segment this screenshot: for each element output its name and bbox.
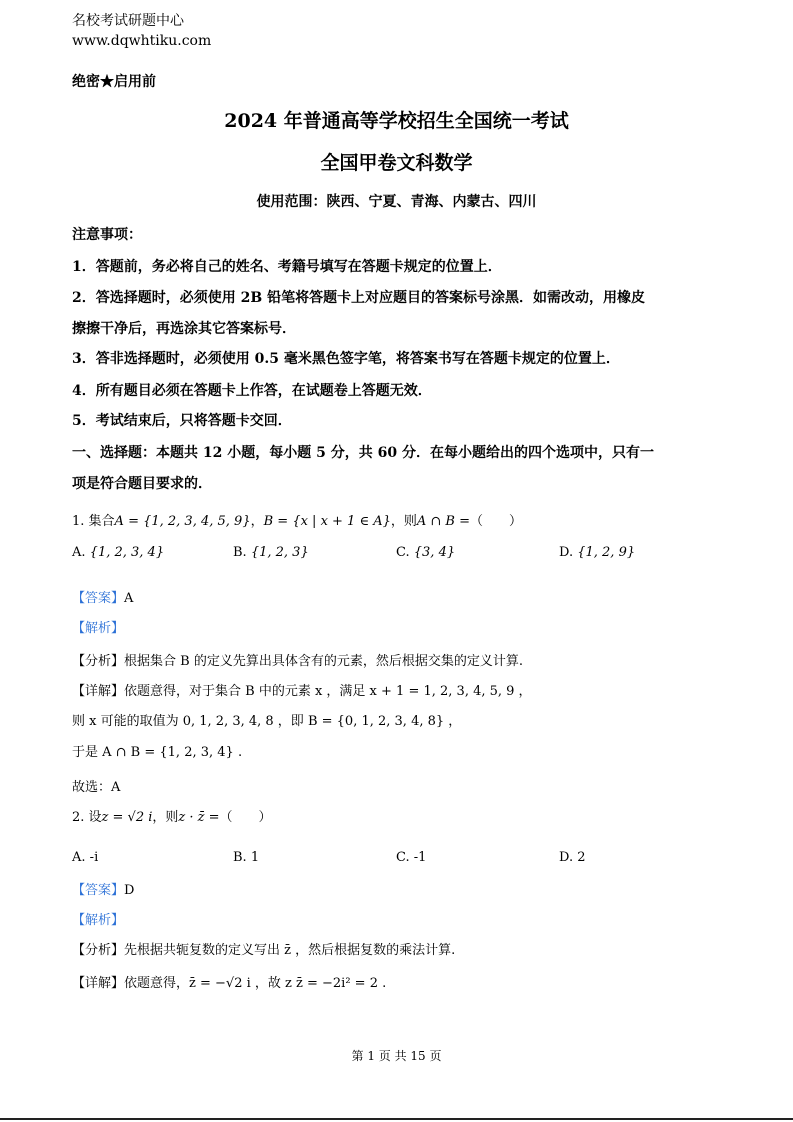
notice-item-5: 5．考试结束后，只将答题卡交回． — [72, 413, 292, 429]
option-letter: A. — [72, 545, 86, 560]
option-letter: D. — [559, 545, 574, 560]
answer-tag: 【答案】 — [72, 591, 125, 606]
q2-fenxi — [72, 939, 455, 958]
section-heading: 一、选择题：本题共 12 小题，每小题 5 分，共 60 分．在每小题给出的四个选项中，只有一 — [72, 445, 654, 461]
set-b-expr: B = {x | x + 1 ∈ A} — [263, 514, 391, 529]
question-1-comma: ， — [250, 514, 264, 529]
notice-item-4: 4．所有题目必须在答题卡上作答，在试题卷上答题无效． — [72, 383, 432, 399]
notice-item-3: 3．答非选择题时，必须使用 0.5 毫米黑色签字笔，将答案书写在答题卡规定的位置上． — [72, 351, 620, 367]
q2-option-b — [233, 850, 259, 865]
q1-xiangjie — [72, 680, 532, 699]
q2-answer — [72, 879, 134, 898]
option-letter: B. — [233, 545, 247, 560]
question-1-paren: （ ） — [470, 514, 523, 529]
q2-option-d — [559, 850, 586, 865]
option-value: {1, 2, 9} — [577, 545, 636, 560]
option-value: {1, 2, 3} — [250, 545, 309, 560]
q2-option-a — [72, 850, 98, 865]
analysis-tag: 【解析】 — [72, 913, 125, 928]
question-1-ask: ，则 — [390, 514, 417, 529]
section-heading-cont: 项是符合题目要求的． — [72, 476, 212, 492]
q1-option-b — [233, 545, 309, 560]
answer-tag: 【答案】 — [72, 883, 125, 898]
site-url: www.dqwhtiku.com — [72, 33, 212, 49]
option-value: 1 — [250, 850, 260, 865]
q1-option-a — [72, 545, 164, 560]
page-number: 第 1 页 共 15 页 — [351, 1049, 442, 1063]
q1-choice: 故选：A — [72, 780, 121, 795]
notice-item-2: 2．答选择题时，必须使用 2B 铅笔将答题卡上对应题目的答案标号涂黑．如需改动，用橡皮 — [72, 290, 646, 306]
product-expr: z · z̄ = — [178, 810, 220, 825]
secret-mark: 绝密★启用前 — [72, 74, 156, 90]
q1-analysis-heading — [72, 617, 124, 636]
option-letter: C. — [396, 545, 410, 560]
fenxi-text: 先根据共轭复数的定义写出 z̄ ，然后根据复数的乘法计算. — [124, 943, 456, 958]
fenxi-tag: 【分析】 — [72, 943, 125, 958]
option-letter: A. — [72, 850, 86, 865]
option-letter: D. — [559, 850, 574, 865]
q1-option-d — [559, 545, 635, 560]
exam-subtitle: 全国甲卷文科数学 — [320, 152, 473, 174]
q1-option-c — [396, 545, 455, 560]
q2-analysis-heading — [72, 909, 124, 928]
analysis-tag: 【解析】 — [72, 621, 125, 636]
option-letter: C. — [396, 850, 410, 865]
option-value: {1, 2, 3, 4} — [89, 545, 165, 560]
q1-x-values: 则 x 可能的取值为 0, 1, 2, 3, 4, 8 ，即 B = {0, 1, 2, 3, 4, 8} ， — [72, 714, 462, 729]
notice-item-1: 1．答题前，务必将自己的姓名、考籍号填写在答题卡规定的位置上． — [72, 259, 502, 275]
option-value: {3, 4} — [413, 545, 456, 560]
answer-value: D — [124, 883, 135, 898]
xiangjie-tag: 【详解】 — [72, 684, 125, 699]
question-2-ask: ，则 — [152, 810, 179, 825]
question-1-stem — [72, 510, 522, 529]
site-name: 名校考试研题中心 — [72, 13, 184, 29]
set-a-expr: A = {1, 2, 3, 4, 5, 9} — [114, 514, 251, 529]
intersection-expr: A ∩ B = — [416, 514, 471, 529]
z-expr: z = √2 i — [101, 810, 153, 825]
option-value: -i — [89, 850, 99, 865]
xiangjie-text: 依题意得，z̄ = −√2 i ，故 z z̄ = −2i² = 2 . — [124, 976, 387, 991]
option-letter: B. — [233, 850, 247, 865]
q2-xiangjie — [72, 972, 386, 991]
q2-option-c — [396, 850, 426, 865]
question-2-stem — [72, 806, 272, 825]
xiangjie-tag: 【详解】 — [72, 976, 125, 991]
answer-value: A — [124, 591, 134, 606]
notice-heading: 注意事项： — [72, 227, 142, 243]
question-2-paren: （ ） — [219, 810, 272, 825]
question-2-prefix: 2. 设 — [72, 810, 102, 825]
question-1-prefix: 1. 集合 — [72, 514, 115, 529]
notice-item-2-cont: 擦擦干净后，再选涂其它答案标号． — [72, 321, 296, 337]
fenxi-text: 根据集合 B 的定义先算出具体含有的元素，然后根据交集的定义计算. — [124, 654, 523, 669]
q1-answer — [72, 587, 133, 606]
option-value: 2 — [577, 850, 586, 865]
fenxi-tag: 【分析】 — [72, 654, 125, 669]
page-bottom-border — [0, 1118, 793, 1120]
usage-scope: 使用范围：陕西、宁夏、青海、内蒙古、四川 — [256, 194, 537, 210]
exam-title: 2024 年普通高等学校招生全国统一考试 — [224, 110, 569, 132]
q1-fenxi — [72, 650, 523, 669]
q1-result: 于是 A ∩ B = {1, 2, 3, 4} . — [72, 745, 243, 760]
xiangjie-text: 依题意得，对于集合 B 中的元素 x ，满足 x + 1 = 1, 2, 3, 4, 5, 9 ， — [124, 684, 532, 699]
option-value: -1 — [413, 850, 427, 865]
